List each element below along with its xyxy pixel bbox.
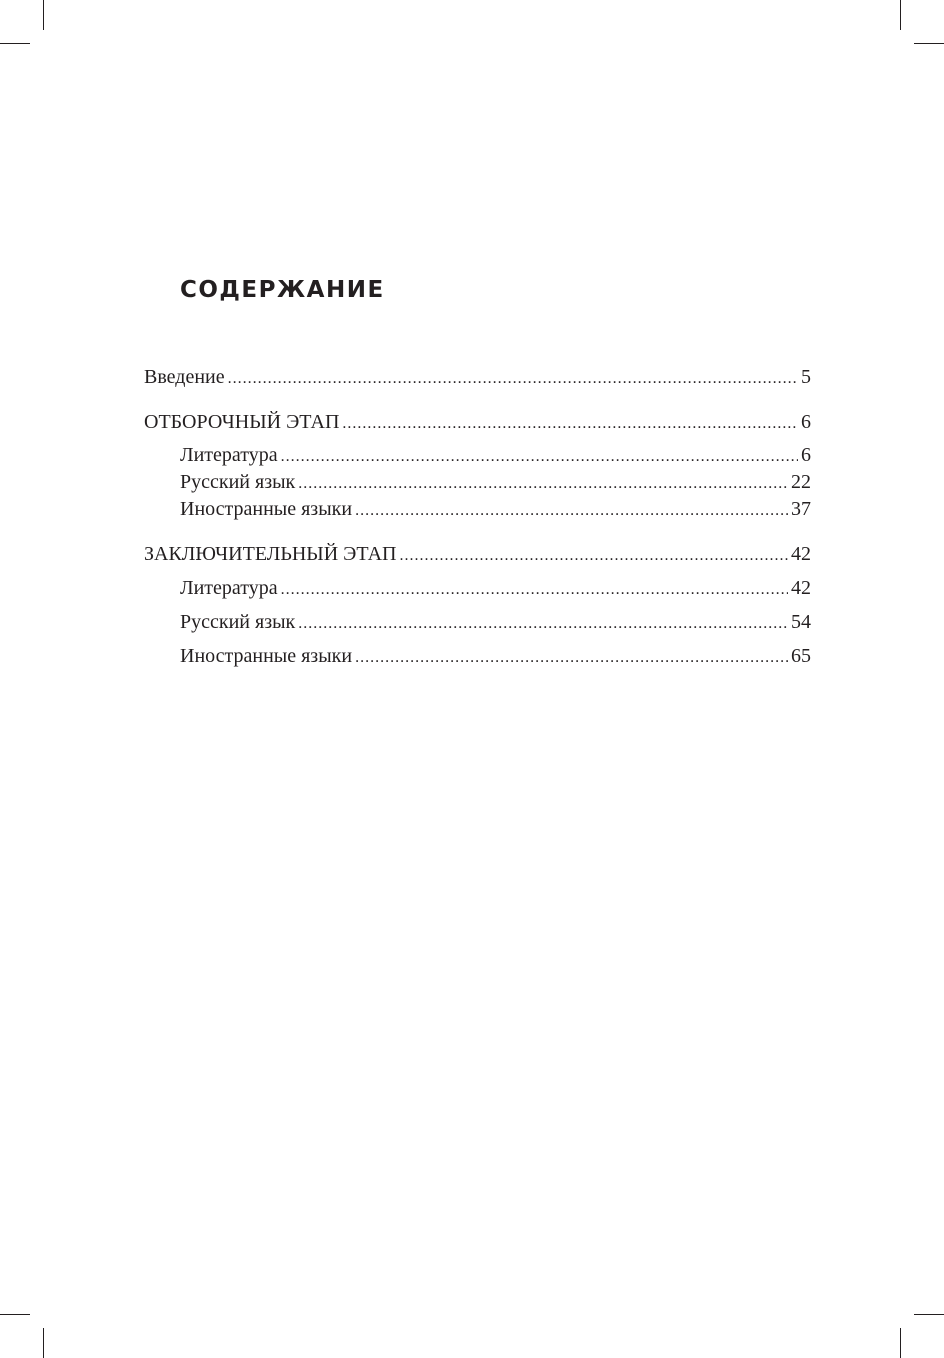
- toc-entry-qualifying-foreign-languages[interactable]: [144, 496, 811, 523]
- table-of-contents: [144, 363, 811, 670]
- toc-entry-title: Литература: [180, 577, 278, 599]
- crop-mark-top-left-vertical: [43, 0, 44, 30]
- toc-entry-page: 65: [791, 645, 811, 667]
- toc-entry-title: ЗАКЛЮЧИТЕЛЬНЫЙ ЭТАП: [144, 543, 397, 565]
- toc-entry-page: 42: [791, 577, 811, 599]
- dot-leader: [298, 470, 788, 497]
- crop-mark-bottom-right-horizontal: [914, 1314, 944, 1315]
- toc-entry-page: 37: [791, 498, 811, 520]
- toc-entry-final-stage[interactable]: [144, 540, 811, 568]
- toc-entry-page: 6: [801, 411, 811, 433]
- toc-entry-title: Литература: [180, 444, 278, 466]
- dot-leader: [355, 497, 788, 524]
- dot-leader: [298, 610, 788, 638]
- toc-entry-page: 42: [791, 543, 811, 565]
- crop-mark-bottom-left-vertical: [43, 1328, 44, 1358]
- dot-leader: [355, 644, 788, 672]
- toc-entry-introduction[interactable]: [144, 363, 811, 391]
- toc-entry-page: 22: [791, 471, 811, 493]
- toc-entry-final-foreign-languages[interactable]: [144, 642, 811, 670]
- toc-entry-title: ОТБОРОЧНЫЙ ЭТАП: [144, 411, 340, 433]
- dot-leader: [399, 542, 788, 570]
- toc-entry-title: Русский язык: [180, 471, 296, 493]
- toc-entry-qualifying-russian[interactable]: [144, 469, 811, 496]
- toc-entry-title: Введение: [144, 366, 225, 388]
- crop-mark-top-right-vertical: [900, 0, 901, 30]
- dot-leader: [228, 365, 798, 393]
- toc-heading: СОДЕРЖАНИЕ: [180, 277, 385, 303]
- crop-mark-bottom-right-vertical: [900, 1328, 901, 1358]
- toc-entry-final-literature[interactable]: [144, 574, 811, 602]
- toc-entry-page: 5: [801, 366, 811, 388]
- toc-entry-page: 6: [801, 444, 811, 466]
- dot-leader: [281, 443, 798, 470]
- toc-entry-page: 54: [791, 611, 811, 633]
- toc-entry-title: Русский язык: [180, 611, 296, 633]
- toc-entry-final-russian[interactable]: [144, 608, 811, 636]
- toc-entry-title: Иностранные языки: [180, 498, 353, 520]
- crop-mark-bottom-left-horizontal: [0, 1314, 30, 1315]
- dot-leader: [281, 576, 788, 604]
- toc-entry-title: Иностранные языки: [180, 645, 353, 667]
- dot-leader: [342, 410, 798, 438]
- toc-entry-qualifying-literature[interactable]: [144, 442, 811, 469]
- crop-mark-top-left-horizontal: [0, 43, 30, 44]
- toc-entry-qualifying-stage[interactable]: [144, 408, 811, 436]
- crop-mark-top-right-horizontal: [914, 43, 944, 44]
